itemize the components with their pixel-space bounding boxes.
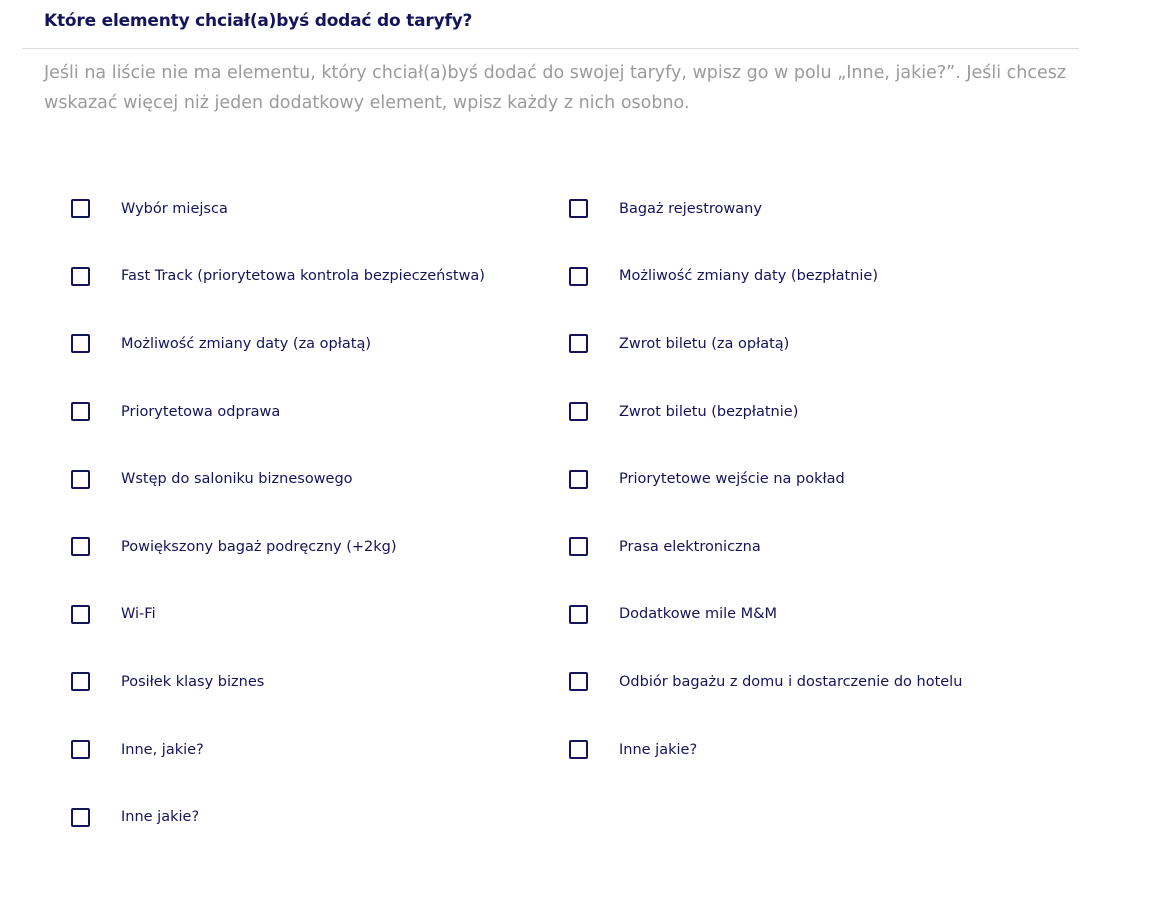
option-prasa-elektroniczna[interactable] (569, 513, 1069, 581)
option-zwrot-biletu-za-oplata[interactable] (569, 310, 1069, 378)
title-divider (22, 48, 1079, 49)
option-wybor-miejsca[interactable] (71, 175, 569, 243)
option-fast-track[interactable] (71, 243, 569, 311)
checkbox[interactable] (569, 402, 588, 421)
option-label: Wstęp do saloniku biznesowego (121, 471, 353, 488)
checkbox[interactable] (569, 199, 588, 218)
checkbox[interactable] (569, 605, 588, 624)
option-inne-3[interactable] (71, 783, 569, 851)
checkbox[interactable] (569, 267, 588, 286)
option-label: Priorytetowa odprawa (121, 403, 281, 420)
option-posilek-biznes[interactable] (71, 648, 569, 716)
checkbox[interactable] (569, 672, 588, 691)
checkbox[interactable] (71, 402, 90, 421)
question-instructions: Jeśli na liście nie ma elementu, który chciał(a)byś dodać do swojej taryfy, wpisz go w polu „Inne, jakie?”. Jeśli chcesz wskazać więcej niż jeden dodatkowy element, wpisz każdy z nich osobno. (44, 63, 1067, 113)
checkbox[interactable] (71, 334, 90, 353)
option-zwrot-biletu-bezplatnie[interactable] (569, 378, 1069, 446)
option-label: Wi-Fi (121, 606, 156, 623)
option-label: Fast Track (priorytetowa kontrola bezpieczeństwa) (121, 268, 485, 285)
option-priorytetowa-odprawa[interactable] (71, 378, 569, 446)
option-wi-fi[interactable] (71, 581, 569, 649)
option-label: Dodatkowe mile M&M (619, 606, 777, 623)
option-label: Inne, jakie? (121, 741, 204, 758)
checkbox[interactable] (71, 672, 90, 691)
option-label: Odbiór bagażu z domu i dostarczenie do hotelu (619, 673, 963, 690)
option-label: Powiększony bagaż podręczny (+2kg) (121, 538, 397, 555)
checkbox[interactable] (569, 334, 588, 353)
option-zmiana-daty-za-oplata[interactable] (71, 310, 569, 378)
checkbox[interactable] (569, 537, 588, 556)
option-label: Możliwość zmiany daty (za opłatą) (121, 335, 371, 352)
checkbox[interactable] (569, 740, 588, 759)
question-title: Które elementy chciał(a)byś dodać do taryfy? (44, 11, 473, 31)
checkbox[interactable] (71, 740, 90, 759)
option-label: Inne jakie? (121, 809, 200, 826)
checkbox[interactable] (71, 267, 90, 286)
option-label: Priorytetowe wejście na pokład (619, 471, 845, 488)
checkbox[interactable] (71, 537, 90, 556)
options-list (71, 175, 1071, 851)
option-zmiana-daty-bezplatnie[interactable] (569, 243, 1069, 311)
checkbox[interactable] (71, 605, 90, 624)
option-odbior-bagazu[interactable] (569, 648, 1069, 716)
checkbox[interactable] (569, 470, 588, 489)
option-label: Zwrot biletu (bezpłatnie) (619, 403, 799, 420)
option-label: Bagaż rejestrowany (619, 200, 762, 217)
option-label: Możliwość zmiany daty (bezpłatnie) (619, 268, 878, 285)
option-label: Zwrot biletu (za opłatą) (619, 335, 790, 352)
option-label: Prasa elektroniczna (619, 538, 761, 555)
option-dodatkowe-mile[interactable] (569, 581, 1069, 649)
option-label: Wybór miejsca (121, 200, 228, 217)
option-label: Posiłek klasy biznes (121, 673, 265, 690)
checkbox[interactable] (71, 808, 90, 827)
option-label: Inne jakie? (619, 741, 698, 758)
option-priorytetowe-wejscie[interactable] (569, 445, 1069, 513)
option-inne-1[interactable] (71, 716, 569, 784)
option-salonik-biznesowy[interactable] (71, 445, 569, 513)
option-bagaz-rejestrowany[interactable] (569, 175, 1069, 243)
option-inne-2[interactable] (569, 716, 1069, 784)
checkbox[interactable] (71, 470, 90, 489)
checkbox[interactable] (71, 199, 90, 218)
option-powiekszony-bagaz[interactable] (71, 513, 569, 581)
